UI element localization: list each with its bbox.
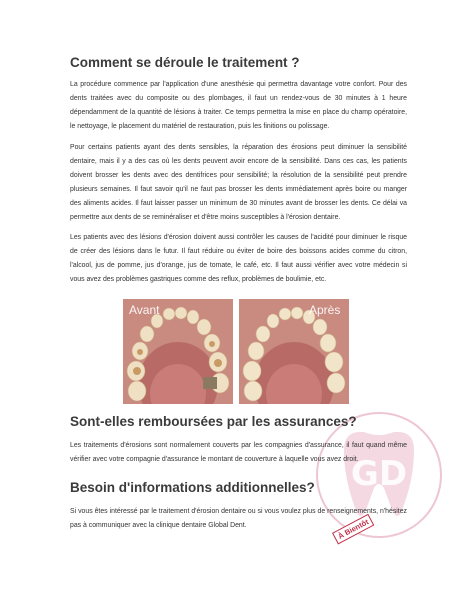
paragraph-contact: Si vous êtes intéressé par le traitement d'érosion dentaire ou si vous voulez plus de renseignements, n'hésitez pas à communiquer avec la clinique dentaire Global Dent. <box>70 508 407 530</box>
after-label: Après <box>309 303 341 317</box>
section-title-informations: Besoin d'informations additionnelles? <box>70 480 315 495</box>
after-photo <box>239 299 349 404</box>
paragraph-procedure: La procédure commence par l'application d'une anesthésie qui permettra davantage votre confort. Pour des dents traitées avec du composite ou des plombages, il faut un rendez-vous de 30 minutes à 1 heure dépendamment de la quantité de lésions à traiter. Ce temps permettra la mise en place du champ opératoire, le nettoyage, le placement du matériel de restauration, puis les finitions ou polissage. <box>70 81 407 131</box>
section-title-traitement: Comment se déroule le traitement ? <box>70 55 300 70</box>
section-title-assurances: Sont-elles remboursées par les assurances? <box>70 414 357 429</box>
before-photo <box>123 299 233 404</box>
paragraph-sensibilite: Pour certains patients ayant des dents sensibles, la réparation des érosions peut diminuer la sensibilité dentaire, mais il y a des cas où les dents peuvent avoir encore de la sensibilité. Dans ces cas, les patients doivent brosser les dents avec des dentifrices pour sensibilité; la résolution de la sensibilité peut prendre plusieurs semaines. Il faut savoir qu'il ne faut pas brosser les dents immédiatement après boire ou manger des aliments acides. Il faut laisser passer un minimum de 30 minutes avant de brosser les dents. Ce délai va permettre aux dents de se reminéraliser et d'être moins susceptibles à l'érosion dentaire. <box>70 144 407 222</box>
paragraph-causes: Les patients avec des lésions d'érosion doivent aussi contrôler les causes de l'acidité pour diminuer le risque de créer des lésions dans le futur. Il faut réduire ou éviter de boire des boissons acides comme du citron, l'alcool, jus de pomme, jus d'orange, jus de tomate, le café, etc. Il faut aussi vérifier avec votre médecin si vous avez des problèmes gastriques comme des reflux, problèmes de boulimie, etc. <box>70 234 407 284</box>
a-bientot-badge: À Bientôt <box>332 514 375 545</box>
before-label: Avant <box>129 303 160 317</box>
before-after-photos <box>123 299 349 404</box>
paragraph-assurances: Les traitements d'érosions sont normalement couverts par les compagnies d'assurance, il faut quand même vérifier avec votre compagnie d'assurance le montant de couverture à laquelle vous avez droit. <box>70 442 407 464</box>
watermark-letters: GD <box>350 454 408 494</box>
